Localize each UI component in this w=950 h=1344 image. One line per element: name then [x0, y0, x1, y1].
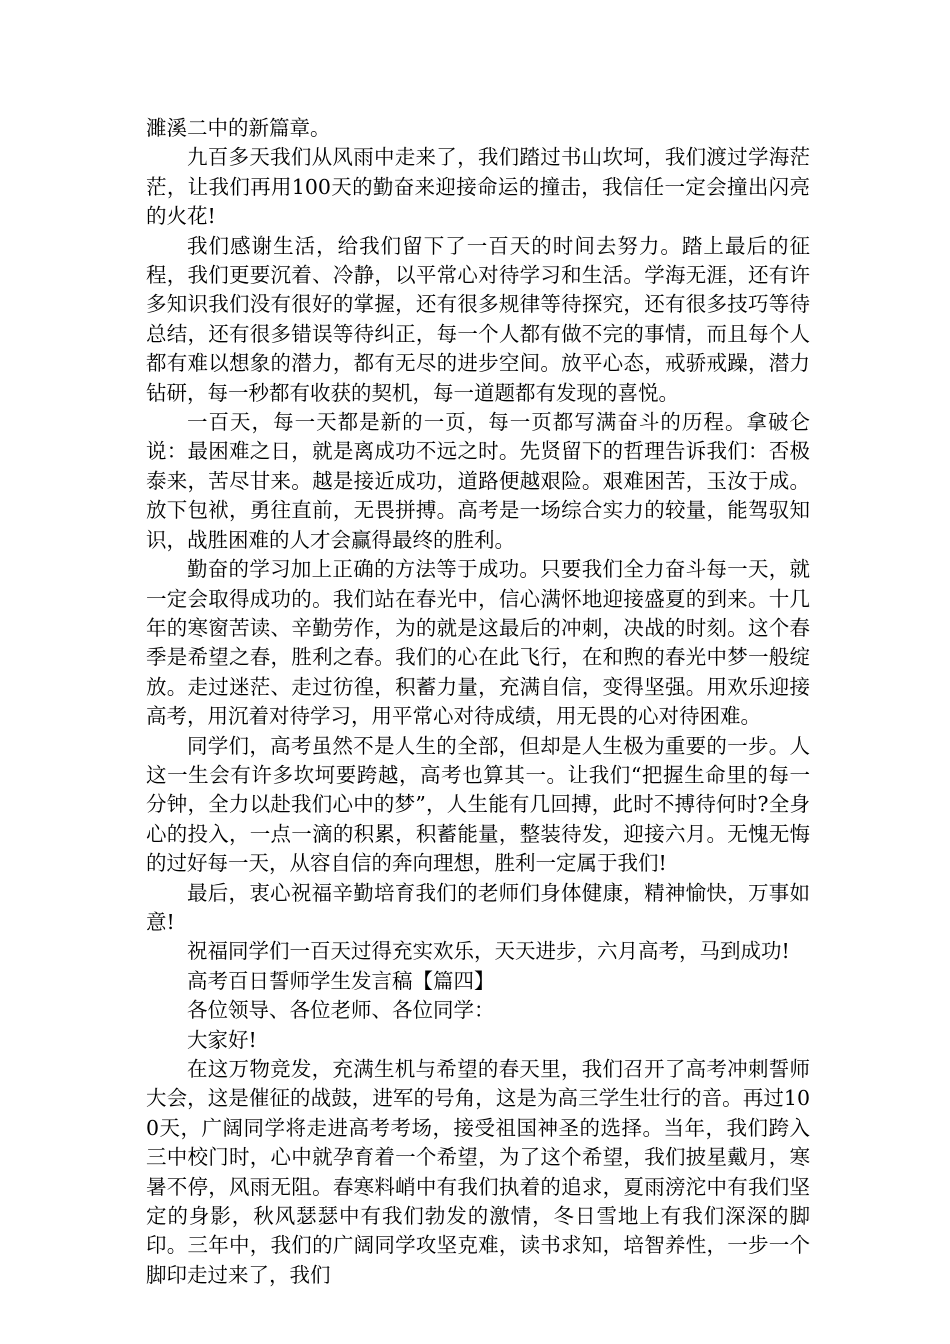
paragraph-1: 濉溪二中的新篇章。 — [146, 116, 331, 140]
section-heading: 高考百日誓师学生发言稿【篇四】 — [187, 968, 495, 993]
document-body — [146, 114, 810, 1290]
paragraph-2: 九百多天我们从风雨中走来了，我们踏过书山坎坷，我们渡过学海茫茫，让我们再用100天的勤奋来迎接命运的撞击，我信任一定会撞出闪亮的火花! — [146, 145, 810, 229]
greeting: 大家好! — [187, 1027, 257, 1052]
paragraph-7: 最后，衷心祝福辛勤培育我们的老师们身体健康，精神愉快，万事如意! — [146, 880, 810, 934]
salutation: 各位领导、各位老师、各位同学： — [187, 998, 495, 1023]
paragraph-12: 在这万物竞发，充满生机与希望的春天里，我们召开了高考冲刺誓师大会，这是催征的战鼓，进军的号角，这是为高三学生壮行的音。再过100天，广阔同学将走进高考考场，接受祖国神圣的选择。当年，我们跨入三中校门时，心中就孕育着一个希望，为了这个希望，我们披星戴月，寒暑不停，风雨无阻。春寒料峭中有我们执着的追求，夏雨滂沱中有我们坚定的身影，秋风瑟瑟中有我们勃发的激情，冬日雪地上有我们深深的脚印。三年中，我们的广阔同学攻坚克难，读书求知，培智养性，一步一个脚印走过来了，我们 — [146, 1057, 810, 1287]
paragraph-5: 勤奋的学习加上正确的方法等于成功。只要我们全力奋斗每一天，就一定会取得成功的。我们站在春光中，信心满怀地迎接盛夏的到来。十几年的寒窗苦读、辛勤劳作，为的就是这最后的冲刺，决战的时刻。这个春季是希望之春，胜利之春。我们的心在此飞行，在和煦的春光中梦一般绽放。走过迷茫、走过彷徨，积蓄力量，充满自信，变得坚强。用欢乐迎接高考，用沉着对待学习，用平常心对待成绩，用无畏的心对待困难。 — [146, 557, 810, 729]
paragraph-4: 一百天，每一天都是新的一页，每一页都写满奋斗的历程。拿破仑说：最困难之日，就是离成功不远之时。先贤留下的哲理告诉我们：否极泰来，苦尽甘来。越是接近成功，道路便越艰险。艰难困苦，玉汝于成。放下包袱，勇往直前，无畏拼搏。高考是一场综合实力的较量，能驾驭知识，战胜困难的人才会赢得最终的胜利。 — [146, 410, 810, 552]
paragraph-3: 我们感谢生活，给我们留下了一百天的时间去努力。踏上最后的征程，我们更要沉着、冷静，以平常心对待学习和生活。学海无涯，还有许多知识我们没有很好的掌握，还有很多规律等待探究，还有很多技巧等待总结，还有很多错误等待纠正，每一个人都有做不完的事情，而且每个人都有难以想象的潜力，都有无尽的进步空间。放平心态，戒骄戒躁，潜力钻研，每一秒都有收获的契机，每一道题都有发现的喜悦。 — [146, 233, 810, 405]
paragraph-8: 祝福同学们一百天过得充实欢乐，天天进步，六月高考，马到成功! — [187, 939, 790, 964]
paragraph-6: 同学们，高考虽然不是人生的全部，但却是人生极为重要的一步。人这一生会有许多坎坷要跨越，高考也算其一。让我们“把握生命里的每一分钟，全力以赴我们心中的梦”，人生能有几回搏，此时不搏待何时?全身心的投入，一点一滴的积累，积蓄能量，整装待发，迎接六月。无愧无悔的过好每一天，从容自信的奔向理想，胜利一定属于我们! — [146, 733, 810, 876]
